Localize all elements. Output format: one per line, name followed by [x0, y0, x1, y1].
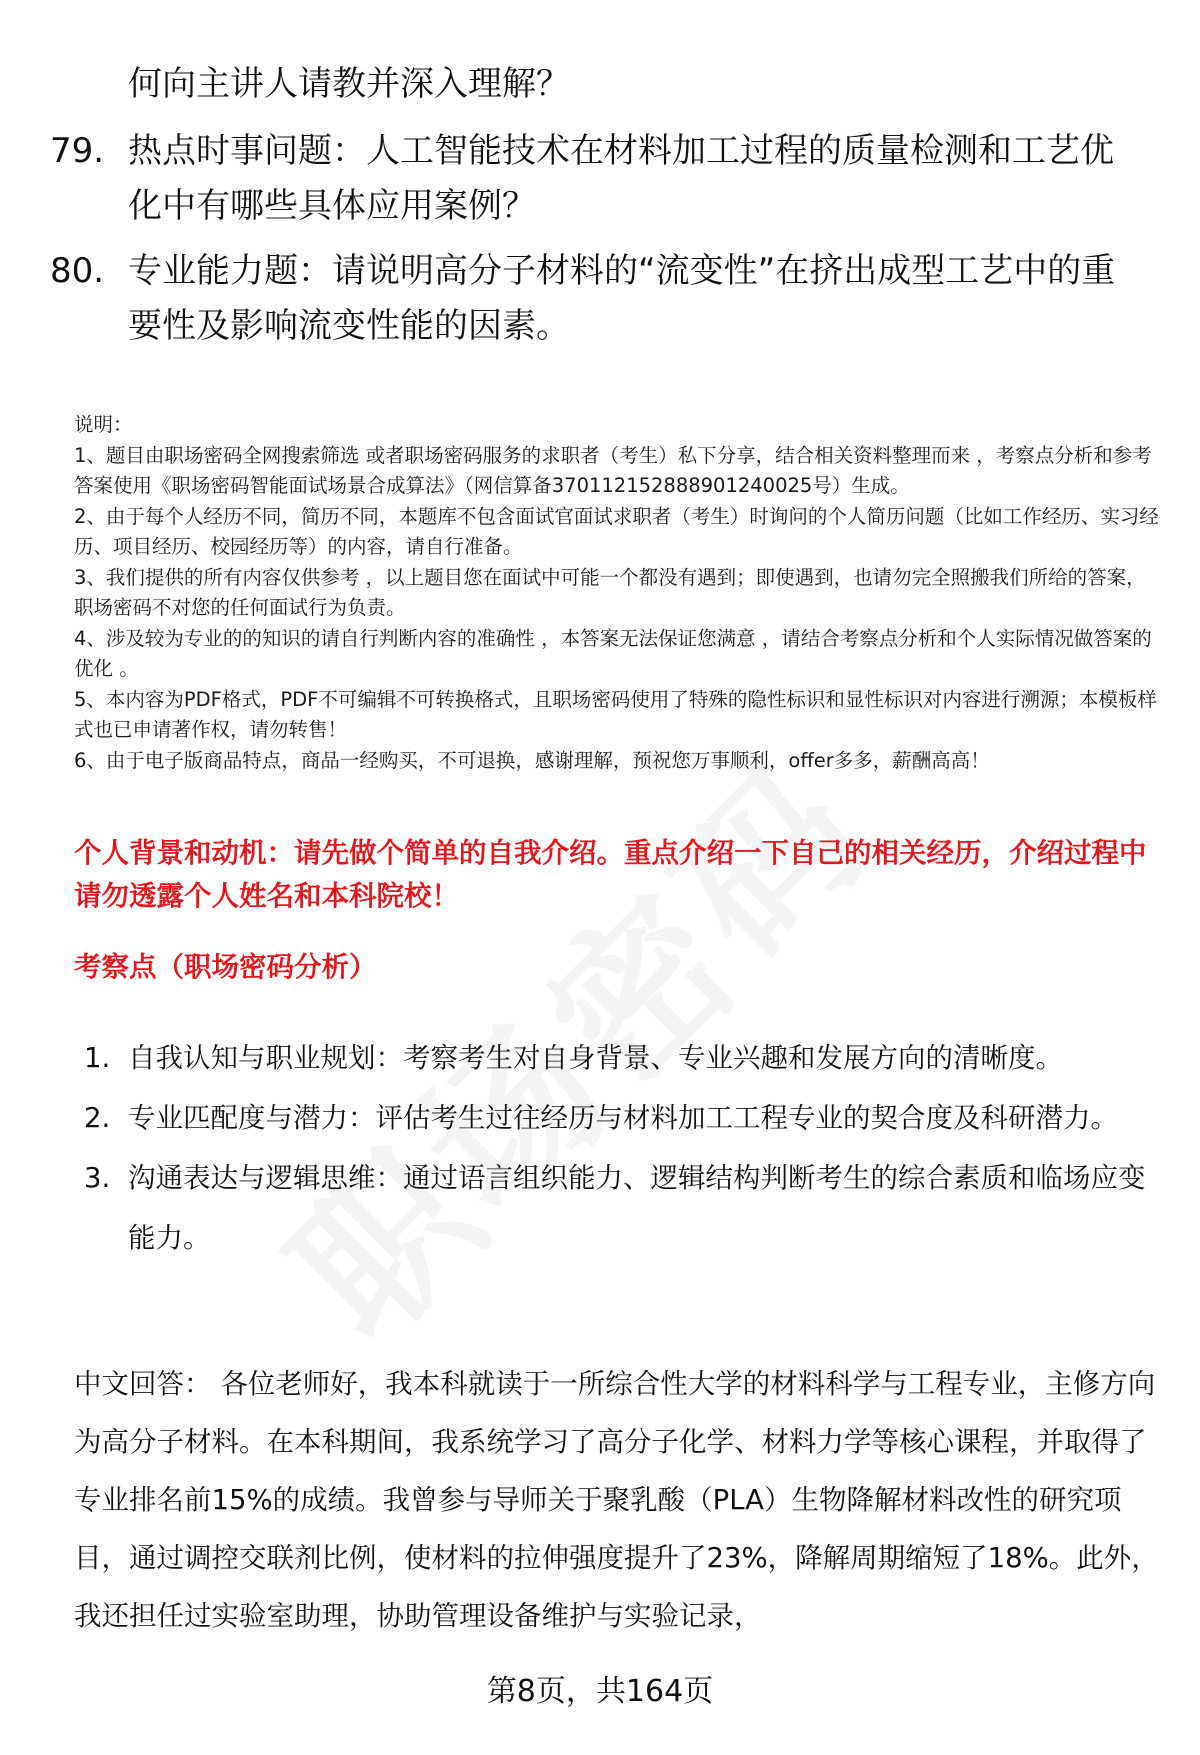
question-text: 热点时事问题：人工智能技术在材料加工过程的质量检测和工艺优化中有哪些具体应用案例？ [128, 131, 1114, 226]
notes-block [74, 410, 1164, 776]
question-continued: 何向主讲人请教并深入理解？ [128, 64, 570, 104]
point-number: 3. [84, 1162, 111, 1194]
page-footer: 第8页，共164页 [486, 1674, 714, 1709]
question-text: 专业能力题：请说明高分子材料的“流变性”在挤出成型工艺中的重要性及影响流变性能的因素。 [128, 251, 1116, 346]
analysis-point [74, 1088, 1164, 1148]
analysis-heading: 考察点（职场密码分析） [74, 951, 377, 983]
note-line: 3、我们提供的所有内容仅供参考 ，以上题目您在面试中可能一个都没有遇到；即使遇到，也请勿完全照搬我们所给的答案，职场密码不对您的任何面试行为负责。 [74, 565, 1146, 619]
point-text: 专业匹配度与潜力：评估考生过往经历与材料加工工程专业的契合度及科研潜力。 [128, 1102, 1118, 1134]
notes-title: 说明： [74, 413, 133, 436]
note-line: 4、涉及较为专业的的知识的请自行判断内容的准确性 ，本答案无法保证您满意 ，请结合考察点分析和个人实际情况做答案的优化 。 [74, 626, 1152, 680]
question-item [50, 124, 1150, 234]
note-line: 6、由于电子版商品特点，商品一经购买，不可退换，感谢理解，预祝您万事顺利，offer多多，薪酬高高！ [74, 748, 990, 772]
answer-text: 中文回答： 各位老师好，我本科就读于一所综合性大学的材料科学与工程专业，主修方向为高分子材料。在本科期间，我系统学习了高分子化学、材料力学等核心课程，并取得了专业排名前15%的成绩。我曾参与导师关于聚乳酸（PLA）生物降解材料改性的研究项目，通过调控交联剂比例，使材料的拉伸强度提升了23%，降解周期缩短了18%。此外，我还担任过实验室助理，协助管理设备维护与实验记录， [74, 1368, 1159, 1632]
analysis-point [74, 1028, 1164, 1088]
point-number: 2. [84, 1102, 111, 1134]
question-number: 79. [50, 131, 105, 171]
point-text: 自我认知与职业规划：考察考生对自身背景、专业兴趣和发展方向的清晰度。 [128, 1042, 1063, 1074]
point-number: 1. [84, 1042, 111, 1074]
note-line: 1、题目由职场密码全网搜索筛选 或者职场密码服务的求职者（考生）私下分享，结合相关资料整理而来 ，考察点分析和参考答案使用《职场密码智能面试场景合成算法》（网信算备370112152888901240025号）生成。 [74, 443, 1152, 497]
analysis-points [74, 1028, 1164, 1268]
note-line: 2、由于每个人经历不同，简历不同，本题库不包含面试官面试求职者（考生）时询问的个人简历问题（比如工作经历、实习经历、项目经历、校园经历等）的内容，请自行准备。 [74, 504, 1159, 558]
point-text: 沟通表达与逻辑思维：通过语言组织能力、逻辑结构判断考生的综合素质和临场应变能力。 [128, 1162, 1146, 1254]
note-line: 5、本内容为PDF格式，PDF不可编辑不可转换格式，且职场密码使用了特殊的隐性标识和显性标识对内容进行溯源；本模板样式也已申请著作权，请勿转售！ [74, 687, 1157, 741]
analysis-point [74, 1148, 1164, 1268]
question-number: 80. [50, 251, 105, 291]
question-item [50, 244, 1150, 354]
section-heading: 个人背景和动机：请先做个简单的自我介绍。重点介绍一下自己的相关经历，介绍过程中请勿透露个人姓名和本科院校！ [74, 837, 1147, 912]
